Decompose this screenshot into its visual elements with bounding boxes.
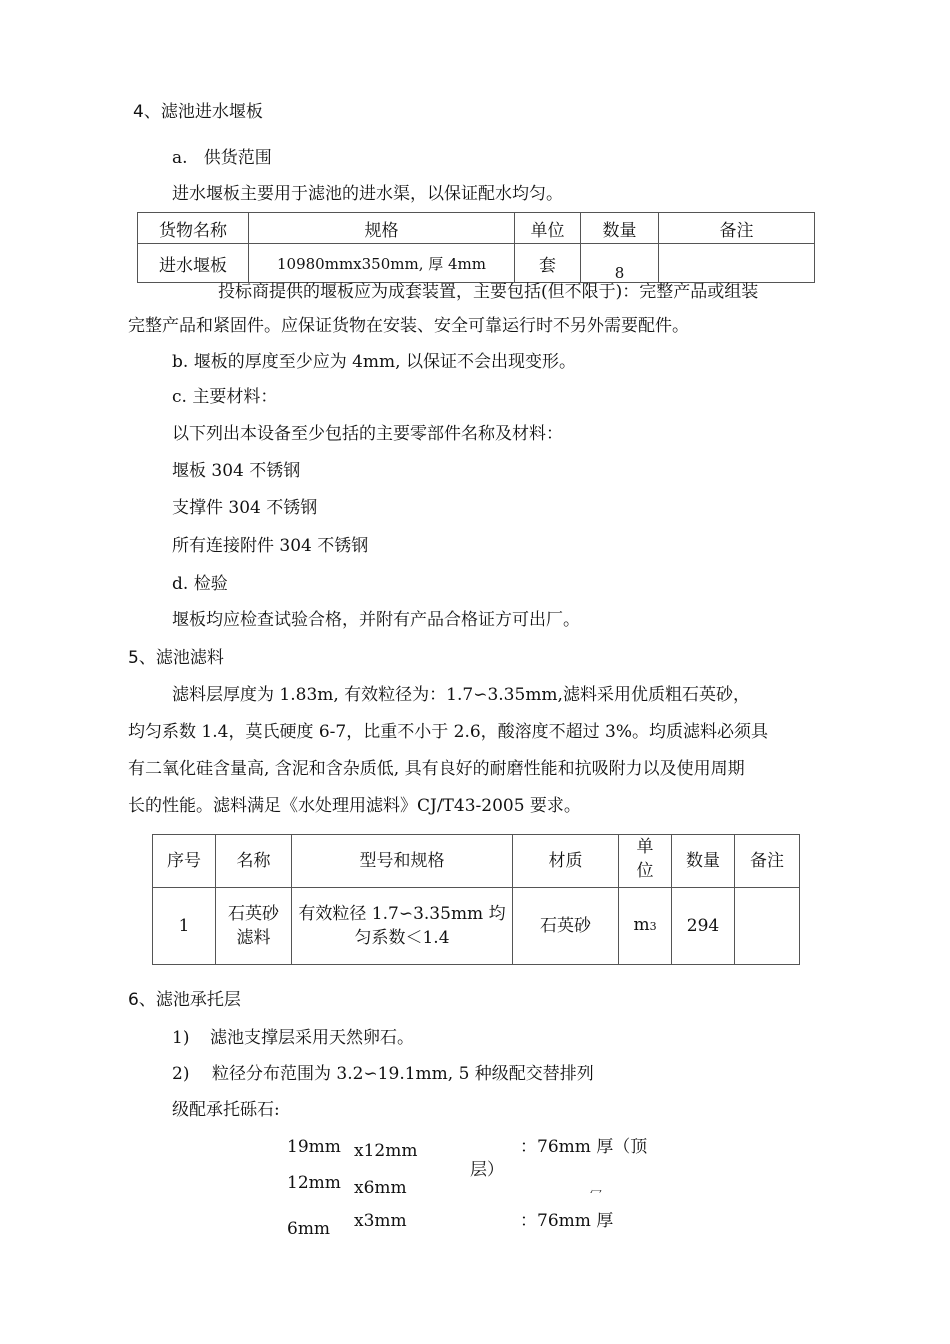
inspection-label: d. 检验 [172, 574, 228, 594]
gravel-thickness: ：76mm 厚 [520, 1211, 614, 1231]
gravel-thickness-cont: 层） [470, 1160, 504, 1180]
table-cell: 294 [672, 888, 735, 965]
list-item-number: 2) [172, 1064, 190, 1084]
table-header-cell: 备注 [735, 835, 800, 888]
table-header-cell: 数量 [581, 213, 659, 244]
table-row [153, 888, 800, 965]
unit-text: m [633, 915, 650, 935]
table-cell: 1 [153, 888, 216, 965]
gravel-size-to: x3mm [354, 1211, 407, 1231]
table-header-row [138, 213, 815, 244]
materials-intro: 以下列出本设备至少包括的主要零部件名称及材料： [172, 424, 563, 444]
gravel-size-from: 6mm [287, 1219, 331, 1239]
table-header-cell: 货物名称 [138, 213, 249, 244]
filter-media-line-1: 滤料层厚度为 1.83m, 有效粒径为：1.7∽3.35mm,滤料采用优质粗石英砂， [172, 685, 750, 705]
filter-media-line-2: 均匀系数 1.4，莫氏硬度 6-7，比重不小于 2.6，酸溶度不超过 3%。均质滤料必须具 [128, 722, 769, 742]
section-6-heading: 6、滤池承托层 [128, 990, 241, 1010]
stray-mark: 冖 [590, 1186, 603, 1200]
filter-media-line-4: 长的性能。滤料满足《水处理用滤料》CJ/T43-2005 要求。 [128, 796, 581, 816]
table-header-cell: 单位 [515, 213, 581, 244]
table-cell: 8 [581, 244, 659, 283]
table-header-cell: 规格 [249, 213, 515, 244]
inspection-text: 堰板均应检查试验合格，并附有产品合格证方可出厂。 [172, 610, 580, 630]
material-item: 支撑件 304 不锈钢 [172, 498, 318, 518]
weir-intro-text: 进水堰板主要用于滤池的进水渠，以保证配水均匀。 [172, 184, 563, 204]
gravel-size-from: 12mm [287, 1173, 341, 1193]
section-4-heading: 4、滤池进水堰板 [133, 102, 263, 122]
table-cell: 有效粒径 1.7∽3.35mm 均 匀系数＜1.4 [292, 888, 513, 965]
table-cell: 石英砂 [513, 888, 619, 965]
weir-para-line-1: 投标商提供的堰板应为成套装置，主要包括(但不限于)：完整产品或组装 [218, 282, 759, 302]
table-header-cell: 材质 [513, 835, 619, 888]
table-row [138, 244, 815, 283]
table-cell: 套 [515, 244, 581, 283]
table-header-cell: 备注 [659, 213, 815, 244]
table-header-cell: 型号和规格 [292, 835, 513, 888]
material-item: 所有连接附件 304 不锈钢 [172, 536, 369, 556]
table-header-cell: 单 位 [619, 835, 672, 888]
table-cell [619, 888, 672, 965]
table-header-row [153, 835, 800, 888]
gravel-label: 级配承托砾石: [172, 1100, 280, 1120]
section-5-heading: 5、滤池滤料 [128, 648, 224, 668]
list-item-number: 1) [172, 1028, 190, 1048]
list-item: 滤池支撑层采用天然卵石。 [210, 1028, 414, 1048]
table-header-cell: 序号 [153, 835, 216, 888]
gravel-size-from: 19mm [287, 1137, 341, 1157]
list-item: 粒径分布范围为 3.2∽19.1mm, 5 种级配交替排列 [212, 1064, 594, 1084]
gravel-thickness: ：76mm 厚（顶 [520, 1137, 648, 1157]
table-header-cell: 名称 [216, 835, 292, 888]
material-item: 堰板 304 不锈钢 [172, 461, 301, 481]
filter-media-line-3: 有二氧化硅含量高, 含泥和含杂质低, 具有良好的耐磨性能和抗吸附力以及使用周期 [128, 759, 745, 779]
table-cell: 10980mmx350mm, 厚 4mm [249, 244, 515, 283]
supply-scope-label: a. 供货范围 [172, 148, 272, 168]
filter-media-table [152, 834, 800, 965]
weir-thickness-text: b. 堰板的厚度至少应为 4mm, 以保证不会出现变形。 [172, 352, 576, 372]
unit-superscript: 3 [649, 920, 657, 933]
weir-para-line-2: 完整产品和紧固件。应保证货物在安装、安全可靠运行时不另外需要配件。 [128, 316, 689, 336]
gravel-size-to: x6mm [354, 1178, 407, 1198]
main-materials-label: c. 主要材料： [172, 387, 278, 407]
table-cell [659, 244, 815, 283]
table-cell: 进水堰板 [138, 244, 249, 283]
gravel-size-to: x12mm [354, 1141, 418, 1161]
weir-supply-table [137, 212, 815, 283]
table-header-cell: 数量 [672, 835, 735, 888]
table-cell: 石英砂 滤料 [216, 888, 292, 965]
table-cell [735, 888, 800, 965]
